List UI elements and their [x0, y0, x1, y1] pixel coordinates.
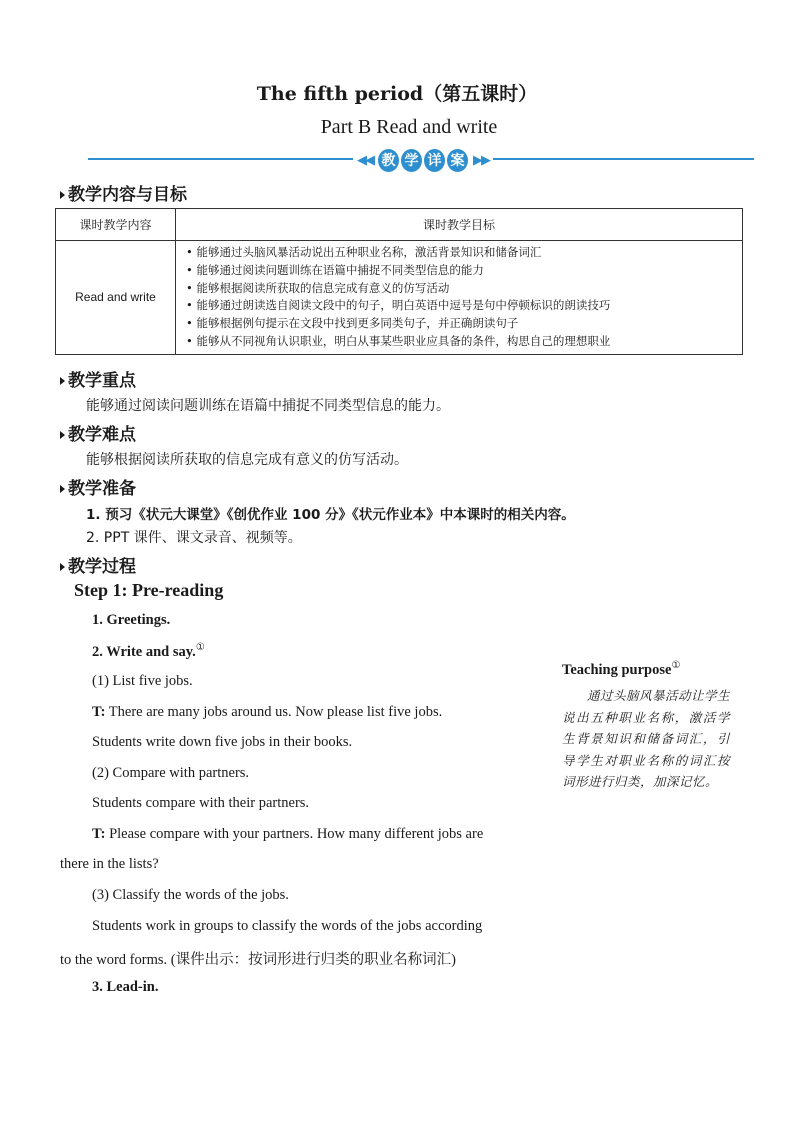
table-header-content: 课时教学内容 — [56, 209, 176, 241]
table-cell-objectives — [176, 241, 743, 355]
objective-item: • 能够通过阅读问题训练在语篇中捕捉不同类型信息的能力 — [186, 262, 484, 277]
lesson-plan-banner — [353, 146, 493, 174]
triangle-bullet-icon — [60, 485, 65, 493]
objective-item: • 能够通过朗读选自阅读文段中的句子，明白英语中逗号是句中停顿标识的朗读技巧 — [186, 298, 611, 313]
teacher-line: T: Please compare with your partners. How many different jobs are — [92, 826, 484, 842]
footnote-marker: ① — [195, 642, 205, 653]
preparation-item: 1. 预习《状元大课堂》《创优作业 100 分》《状元作业本》中本课时的相关内容。 — [86, 507, 575, 523]
section-heading-difficulties: 教学难点 — [60, 420, 136, 445]
preparation-item: 2. PPT 课件、课文录音、视频等。 — [86, 530, 302, 546]
footnote-marker: ① — [671, 660, 681, 671]
section-heading-preparation: 教学准备 — [60, 474, 136, 499]
triangle-bullet-icon — [60, 377, 65, 385]
page-title: The fifth period（第五课时） — [256, 83, 538, 105]
objective-item: • 能够从不同视角认识职业，明白从事某些职业应具备的条件，构思自己的理想职业 — [186, 333, 611, 348]
table-header-goals: 课时教学目标 — [176, 209, 743, 241]
task-compare: (2) Compare with partners. — [92, 765, 250, 781]
task-classify: (3) Classify the words of the jobs. — [92, 887, 289, 903]
banner-char: 教 — [378, 149, 399, 172]
teaching-purpose-title: Teaching purpose① — [562, 660, 681, 678]
key-points-text: 能够通过阅读问题训练在语篇中捕捉不同类型信息的能力。 — [86, 398, 450, 414]
section-heading-key-points: 教学重点 — [60, 366, 136, 391]
student-line: Students work in groups to classify the words of the jobs according — [92, 918, 483, 934]
objective-item: • 能够根据阅读所获取的信息完成有意义的仿写活动 — [186, 280, 450, 295]
section-heading-process: 教学过程 — [60, 552, 136, 577]
triangle-bullet-icon — [60, 191, 65, 199]
triangle-bullet-icon — [60, 563, 65, 571]
objective-item: • 能够通过头脑风暴活动说出五种职业名称，激活背景知识和储备词汇 — [186, 245, 542, 259]
table-cell-content: Read and write — [56, 241, 176, 355]
task-list-jobs: (1) List five jobs. — [92, 673, 193, 689]
table-header-row — [56, 209, 743, 241]
page-subtitle: Part B Read and write — [320, 116, 498, 138]
objective-item: • 能够根据例句提示在文段中找到更多同类句子，并正确朗读句子 — [186, 316, 519, 331]
activity-lead-in: 3. Lead-in. — [92, 979, 159, 995]
teacher-line: T: There are many jobs around us. Now please list five jobs. — [92, 704, 443, 720]
teacher-line-continued: there in the lists? — [60, 856, 159, 872]
banner-char: 案 — [447, 149, 468, 172]
goals-table — [55, 208, 743, 355]
banner-right-decoration: ▶▶ — [473, 152, 489, 168]
student-line: Students compare with their partners. — [92, 795, 310, 811]
triangle-bullet-icon — [60, 431, 65, 439]
activity-greetings: 1. Greetings. — [92, 612, 171, 628]
teaching-purpose-text: 通过头脑风暴活动让学生说出五种职业名称，激活学生背景知识和储备词汇，引导学生对职业名称的词汇按词形进行归类，加深记忆。 — [562, 688, 731, 789]
student-line-continued: to the word forms. (课件出示：按词形进行归类的职业名称词汇) — [60, 952, 456, 968]
difficulties-text: 能够根据阅读所获取的信息完成有意义的仿写活动。 — [86, 452, 408, 468]
banner-char: 学 — [401, 149, 422, 172]
table-row — [56, 241, 743, 355]
banner-char: 详 — [424, 149, 445, 172]
step-heading: Step 1: Pre-reading — [74, 580, 224, 600]
banner-left-decoration: ◀◀ — [357, 152, 373, 168]
section-heading-content-goals: 教学内容与目标 — [60, 180, 187, 205]
student-line: Students write down five jobs in their books. — [92, 734, 353, 750]
activity-write-say: 2. Write and say.① — [92, 642, 205, 660]
